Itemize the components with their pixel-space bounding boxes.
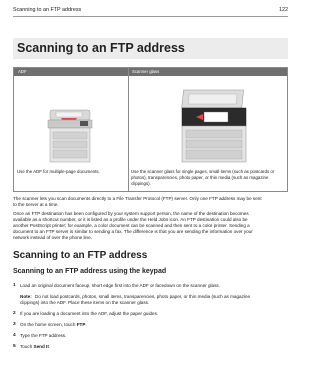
step-5-text-pre: Touch (20, 344, 34, 349)
step-2-text: If you are loading a document into the ADF, adjust the paper guides. (20, 311, 159, 316)
step-4-text: Type the FTP address. (20, 333, 67, 338)
step-3-text-pre: On the home screen, touch (20, 322, 77, 327)
page-number: 122 (279, 7, 288, 13)
step-5-text-post: . (48, 344, 51, 349)
glass-caption-line-1: Use the scanner glass for single pages, small items (such as postcards or (131, 169, 275, 174)
para2-line2: available as a shortcut number, or it is listed as a profile under the Held Jobs icon. An FTP destination could also be (13, 217, 248, 222)
running-header-title: Scanning to an FTP address (13, 7, 82, 13)
step-1-number: 1 (13, 283, 16, 288)
section-title: Scanning to an FTP address (17, 41, 185, 55)
para1-line2: to the server at a time. (13, 202, 59, 207)
step-5-text (20, 344, 50, 350)
heading-scanning-ftp: Scanning to an FTP address (13, 250, 148, 261)
section-title-band (13, 38, 288, 59)
table-header-row (14, 68, 287, 76)
column-header-scanner-glass: Scanner glass (132, 69, 160, 74)
adf-vs-glass-table (13, 67, 288, 192)
step-1-text: Load an original document faceup, short edge first into the ADF or facedown on the scanner glass. (20, 283, 220, 288)
step-5-number: 5 (13, 344, 16, 349)
adf-caption: Use the ADF for multiple‑page documents. (17, 169, 100, 174)
glass-caption-line-3: clippings). (131, 181, 151, 186)
column-header-adf: ADF (18, 69, 27, 74)
running-header (13, 6, 288, 14)
step-2-number: 2 (13, 311, 16, 316)
note-line-1: Do not load postcards, photos, small items, transparencies, photo paper, or thin media (such as magazine (35, 294, 250, 299)
ftp-button-label: FTP (76, 322, 86, 327)
table-column-divider (128, 68, 129, 191)
step-3-number: 3 (13, 322, 16, 327)
step-4-number: 4 (13, 333, 16, 338)
step-3-text-post: . (85, 322, 87, 327)
header-rule (13, 16, 288, 17)
glass-caption-line-2: photos), transparencies, photo paper, or thin media (such as magazine (131, 175, 269, 180)
para1-line1: The scanner lets you scan documents directly to a File Transfer Protocol (FTP) server. Only one FTP address may be sent (13, 196, 262, 201)
scanner-glass-illustration (174, 86, 254, 166)
printer-adf-illustration (44, 106, 96, 166)
send-it-button-label: Send It (33, 344, 49, 349)
para2-line4: document to an FTP server is similar to sending a fax. The difference is that you are sending the information over your (13, 229, 253, 234)
note-line-2: clippings) into the ADF. Place these items on the scanner glass. (20, 300, 150, 305)
para2-line5: network instead of over the phone line. (13, 235, 92, 240)
heading-using-keypad: Scanning to an FTP address using the keypad (13, 268, 167, 275)
para2-line1: Once an FTP destination has been configured by your system support person, the name of the destination becomes (13, 211, 249, 216)
step-3-text (20, 322, 87, 328)
para2-line3: another PostScript printer; for example, a color document can be scanned and then sent to a color printer. Sending a (13, 223, 250, 228)
note-label: Note: (20, 294, 32, 299)
